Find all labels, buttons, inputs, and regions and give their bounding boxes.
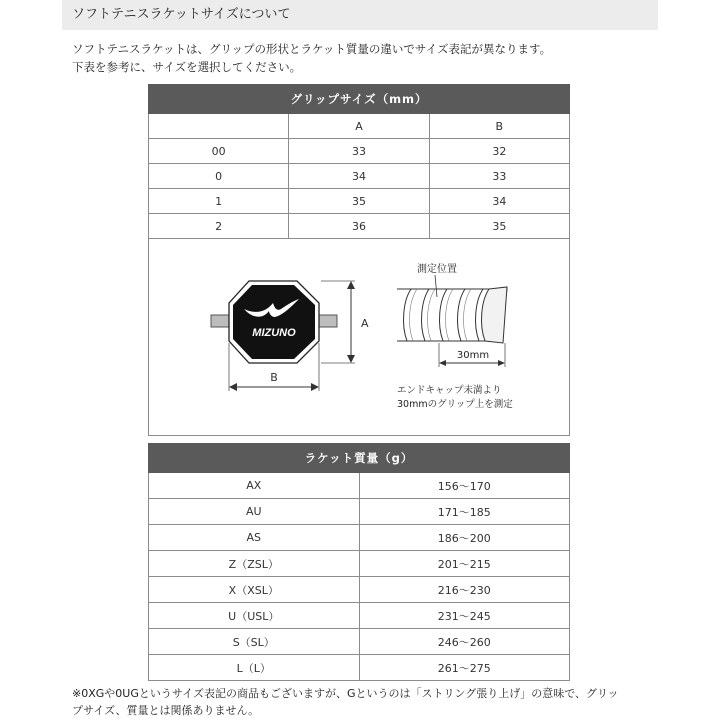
grip-table-title: グリップサイズ（mm） [149,85,570,114]
grip-table-header [149,85,570,114]
footnote-line-1: ※0XGや0UGというサイズ表記の商品もございますが、Gというのは「ストリング張り上げ」の意味で、グリッ [72,687,619,700]
intro-line-2: 下表を参考に、サイズを選択してください。 [72,60,302,74]
table-row [149,164,570,189]
length-label: 30mm [456,350,490,361]
intro-line-1: ソフトテニスラケットは、グリップの形状とラケット質量の違いでサイズ表記が異なります。 [72,42,552,56]
grip-size: 0 [149,164,289,189]
grip-diagram-cell [149,239,570,436]
weight-range: 156～170 [359,473,570,499]
b-arrow-left-icon [229,383,237,391]
intro-text [72,40,551,76]
section-header [62,0,658,30]
table-row [149,473,570,499]
table-row [149,499,570,525]
footnote-line-2: プサイズ、質量とは関係ありません。 [72,704,260,717]
weight-range: 171～185 [359,499,570,525]
grip-column-header-row [149,114,570,139]
measure-caption-line-2: 30mmのグリップ上を測定 [397,399,513,410]
grip-header-a: A [289,114,429,139]
length-arrow-right-icon [498,360,505,366]
section-title: ソフトテニスラケットサイズについて [72,7,291,22]
grip-cross-section [211,281,369,391]
dimension-b-label: B [270,371,278,384]
dimension-a-label: A [361,317,369,330]
a-arrow-top-icon [347,281,355,289]
grip-a-value: 36 [289,214,429,239]
octagon-inner [233,285,315,359]
weight-range: 201～215 [359,551,570,577]
table-row [149,655,570,681]
footnote [72,685,672,719]
racket-weight-table [148,443,570,681]
table-row [149,189,570,214]
diagram-row [149,239,570,436]
grip-b-value: 32 [429,139,569,164]
weight-size: AS [149,525,360,551]
end-cap [482,287,507,343]
table-row [149,551,570,577]
grip-side-view [397,262,513,410]
weight-size: L（L） [149,655,360,681]
weight-range: 261～275 [359,655,570,681]
brand-logo-text: MIZUNO [252,327,296,339]
grip-a-value: 35 [289,189,429,214]
measure-caption-line-1: エンドキャップ未満より [397,385,502,396]
weight-table-title: ラケット質量（g） [149,444,570,473]
length-arrow-left-icon [439,360,446,366]
grip-diagram [149,239,569,435]
measure-position-label: 測定位置 [417,264,457,275]
grip-b-value: 33 [429,164,569,189]
table-row [149,577,570,603]
grip-size: 2 [149,214,289,239]
grip-size: 00 [149,139,289,164]
weight-size: AU [149,499,360,525]
grip-tape-wraps [404,289,483,341]
grip-header-empty [149,114,289,139]
weight-size: AX [149,473,360,499]
grip-size-table [148,84,570,436]
a-arrow-bottom-icon [347,355,355,363]
weight-table-header [149,444,570,473]
weight-size: S（SL） [149,629,360,655]
table-row [149,525,570,551]
weight-range: 216～230 [359,577,570,603]
table-row [149,603,570,629]
table-row [149,139,570,164]
weight-range: 186～200 [359,525,570,551]
grip-b-value: 35 [429,214,569,239]
grip-a-value: 34 [289,164,429,189]
b-arrow-right-icon [311,383,319,391]
weight-size: Z（ZSL） [149,551,360,577]
grip-a-value: 33 [289,139,429,164]
weight-size: U（USL） [149,603,360,629]
table-row [149,629,570,655]
measure-leader-line [435,275,437,297]
weight-range: 246～260 [359,629,570,655]
table-row [149,214,570,239]
weight-range: 231～245 [359,603,570,629]
grip-b-value: 34 [429,189,569,214]
grip-header-b: B [429,114,569,139]
grip-size: 1 [149,189,289,214]
weight-size: X（XSL） [149,577,360,603]
